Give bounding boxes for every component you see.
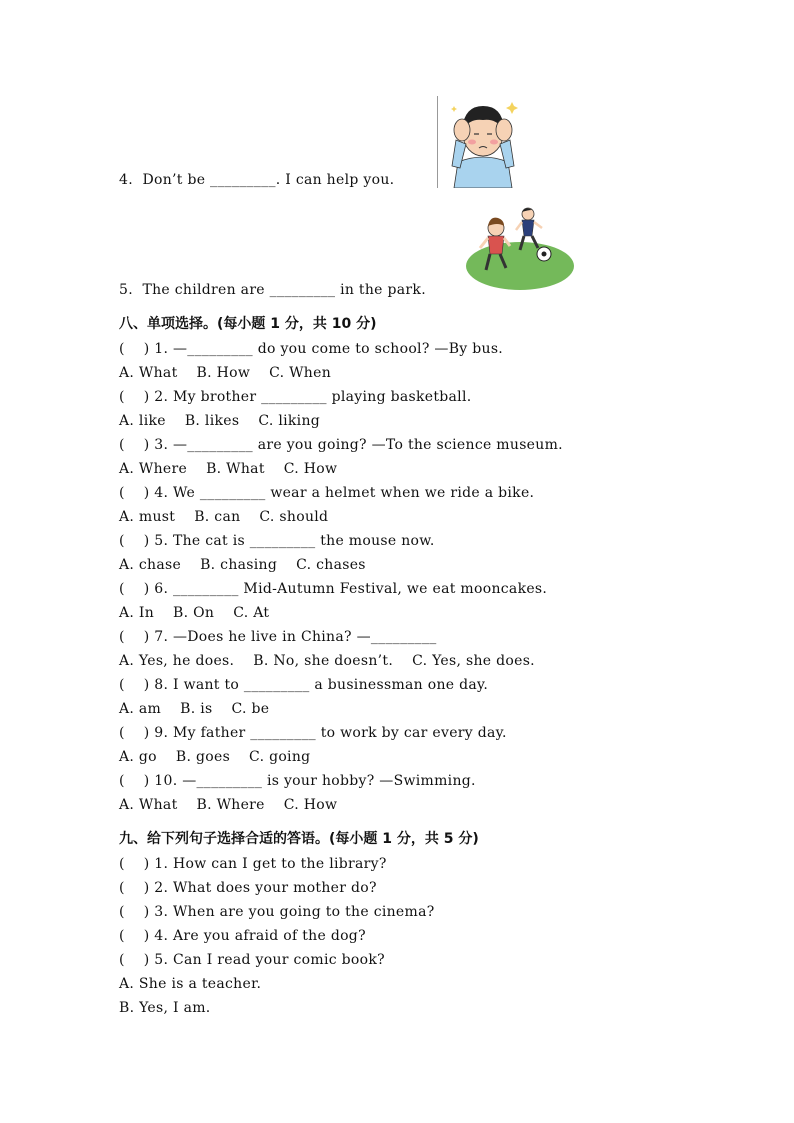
s8-line: ( ) 10. —_________ is your hobby? —Swimming. [119,773,476,789]
s8-line: ( ) 5. The cat is _________ the mouse now. [119,533,435,549]
s9-line: ( ) 1. How can I get to the library? [119,856,387,872]
s8-line: A. What B. How C. When [119,365,332,381]
s8-line: ( ) 7. —Does he live in China? —_________ [119,629,437,645]
s8-line: ( ) 2. My brother _________ playing basketball. [119,389,472,405]
s8-line: A. In B. On C. At [119,605,270,621]
section-9-heading: 九、给下列句子选择合适的答语。(每小题 1 分，共 5 分) [119,831,479,847]
s8-line: A. am B. is C. be [119,701,270,717]
s9-line: ( ) 3. When are you going to the cinema? [119,904,435,920]
s8-line: ( ) 3. —_________ are you going? —To the science museum. [119,437,563,453]
s9-line: A. She is a teacher. [119,976,262,992]
fill-blank-question-5: 5. The children are _________ in the park. [119,282,426,298]
s9-line: ( ) 2. What does your mother do? [119,880,377,896]
s9-line: ( ) 4. Are you afraid of the dog? [119,928,366,944]
worried-boy-illustration [440,96,526,188]
s8-line: A. like B. likes C. liking [119,413,321,429]
s8-line: A. Yes, he does. B. No, she doesn’t. C. Yes, she does. [119,653,535,669]
s8-line: ( ) 1. —_________ do you come to school? —By bus. [119,341,504,357]
s9-line: ( ) 5. Can I read your comic book? [119,952,385,968]
fill-blank-question-4: 4. Don’t be _________. I can help you. [119,172,395,188]
s8-line: ( ) 9. My father _________ to work by car every day. [119,725,507,741]
section-8-heading: 八、单项选择。(每小题 1 分，共 10 分) [119,316,377,332]
s8-line: ( ) 6. _________ Mid-Autumn Festival, we eat mooncakes. [119,581,548,597]
s8-line: ( ) 4. We _________ wear a helmet when we ride a bike. [119,485,535,501]
s8-line: A. must B. can C. should [119,509,329,525]
s8-line: A. chase B. chasing C. chases [119,557,366,573]
s8-line: A. go B. goes C. going [119,749,311,765]
s9-line: B. Yes, I am. [119,1000,211,1016]
children-playing-soccer-illustration [462,202,576,294]
image-border-left [437,96,438,188]
s8-line: A. What B. Where C. How [119,797,338,813]
s8-line: ( ) 8. I want to _________ a businessman one day. [119,677,489,693]
s8-line: A. Where B. What C. How [119,461,338,477]
